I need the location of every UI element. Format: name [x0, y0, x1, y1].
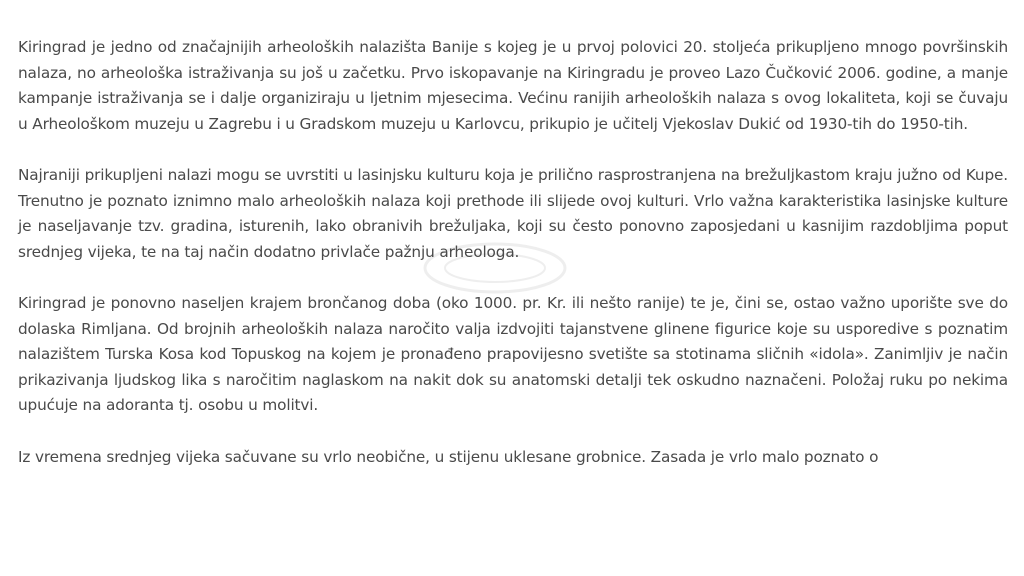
article-paragraph: Najraniji prikupljeni nalazi mogu se uvrstiti u lasinjsku kulturu koja je prilično rasprostranjena na brežuljkastom kraju južno od Kupe. Trenutno je poznato iznimno malo arheoloških nalaza koji prethode ili slijede ovoj kulturi. Vrlo važna karakteristika lasinjske kulture je naseljavanje tzv. gradina, isturenih, lako obranivih brežuljaka, koji su često ponovno zaposjedani u kasnijim razdobljima poput srednjeg vijeka, te na taj način dodatno privlače pažnju arheologa. — [18, 166, 1008, 261]
article-body — [18, 35, 1008, 470]
article-paragraph: Iz vremena srednjeg vijeka sačuvane su vrlo neobične, u stijenu uklesane grobnice. Zasada je vrlo malo poznato o — [18, 447, 879, 466]
article-paragraph: Kiringrad je ponovno naseljen krajem brončanog doba (oko 1000. pr. Kr. ili nešto ranije) te je, čini se, ostao važno uporište sve do dolaska Rimljana. Od brojnih arheoloških nalaza naročito valja izdvojiti tajanstvene glinene figurice koje su usporedive s poznatim nalazištem Turska Kosa kod Topuskog na kojem je pronađeno prapovijesno svetište sa stotinama sličnih «idola». Zanimljiv je način prikazivanja ljudskog lika s naročitim naglaskom na nakit dok su anatomski detalji tek oskudno naznačeni. Položaj ruku po nekima upućuje na adoranta tj. osobu u molitvi. — [18, 294, 1008, 414]
article-paragraph: Kiringrad je jedno od značajnijih arheoloških nalazišta Banije s kojeg je u prvoj polovici 20. stoljeća prikupljeno mnogo površinskih nalaza, no arheološka istraživanja su još u začetku. Prvo iskopavanje na Kiringradu je proveo Lazo Čučković 2006. godine, a manje kampanje istraživanja se i dalje organiziraju u ljetnim mjesecima. Većinu ranijih arheoloških nalaza s ovog lokaliteta, koji se čuvaju u Arheološkom muzeju u Zagrebu i u Gradskom muzeju u Karlovcu, prikupio je učitelj Vjekoslav Dukić od 1930-tih do 1950-tih. — [18, 38, 1008, 133]
